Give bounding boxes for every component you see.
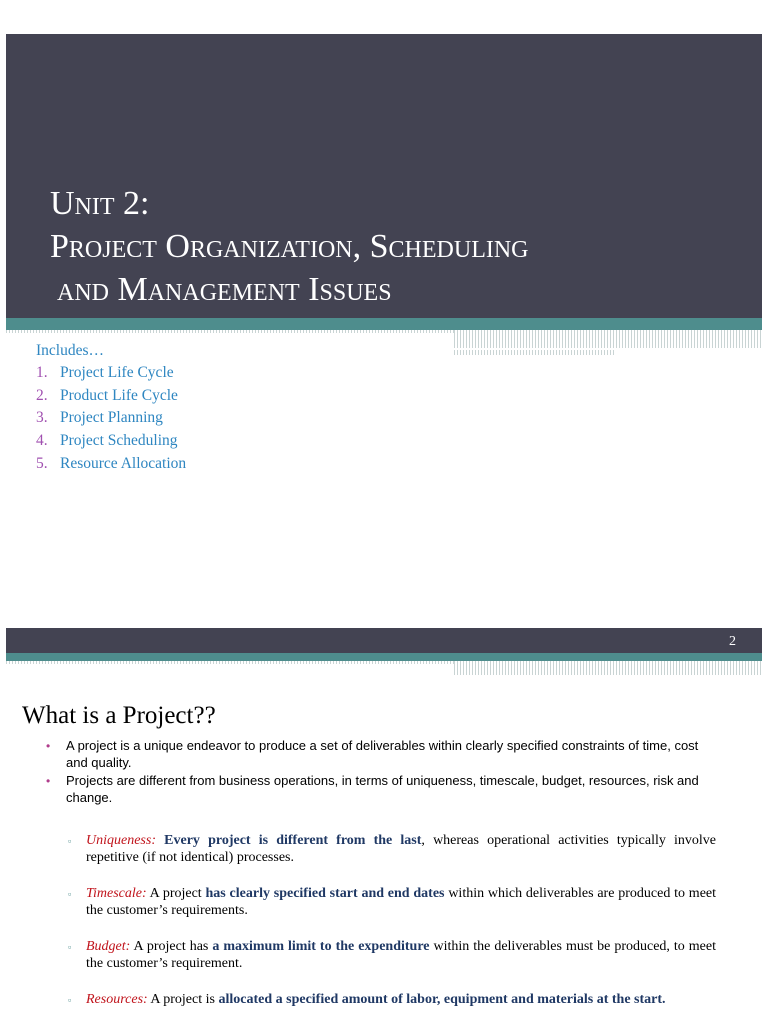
slide1-stripe-small (454, 350, 616, 355)
title-line-3: and Management Issues (57, 271, 392, 308)
square-bullet-icon: ▫ (68, 995, 72, 1005)
title-line-2: Project Organization, Scheduling (50, 228, 529, 265)
list-item: 1. Project Life Cycle (36, 364, 174, 381)
subitem-resources: ▫ Resources: A project is allocated a specified amount of labor, equipment and materials at the start. (68, 992, 666, 1007)
slide2-stripe-right (454, 661, 762, 675)
list-item: 4. Project Scheduling (36, 432, 178, 450)
list-item: 2. Product Life Cycle (36, 386, 178, 404)
bullet-list (46, 738, 722, 808)
list-item: 5. Resource Allocation (36, 454, 187, 472)
list-item: 3. Project Planning (36, 409, 163, 427)
slide1-title (50, 182, 529, 311)
page-number: 2 (729, 634, 736, 649)
subitem-timescale: ▫ Timescale: A project has clearly specified start and end dates within which deliverables are produced to meet the customer’s requirements. (68, 886, 717, 918)
title-line-1: Unit 2: (50, 185, 150, 222)
includes-list (36, 362, 186, 476)
slide1-stripe-right (454, 330, 762, 348)
includes-label: Includes… (36, 342, 105, 359)
slide2-teal-rule (6, 653, 762, 661)
list-item: • Projects are different from business operations, in terms of uniqueness, timescale, budget, resources, risk and change. (46, 773, 699, 805)
square-bullet-icon: ▫ (68, 889, 72, 899)
slide2-heading: What is a Project?? (22, 702, 216, 729)
subitem-budget: ▫ Budget: A project has a maximum limit to the expenditure within the deliverables must be produced, to meet the customer’s requirement. (68, 939, 716, 971)
list-item: • A project is a unique endeavor to produce a set of deliverables within clearly specified constraints of time, cost and quality. (46, 738, 699, 770)
square-bullet-icon: ▫ (68, 942, 72, 952)
bullet-dot-icon: • (46, 774, 51, 788)
slide2-header-band (6, 628, 762, 653)
slide1-teal-rule (6, 318, 762, 330)
bullet-dot-icon: • (46, 739, 51, 753)
subitem-uniqueness: ▫ Uniqueness: Every project is different from the last, whereas operational activities typically involve repetitive (if not identical) processes. (68, 833, 717, 865)
square-bullet-icon: ▫ (68, 836, 72, 846)
slide2-stripe-left (6, 661, 454, 664)
